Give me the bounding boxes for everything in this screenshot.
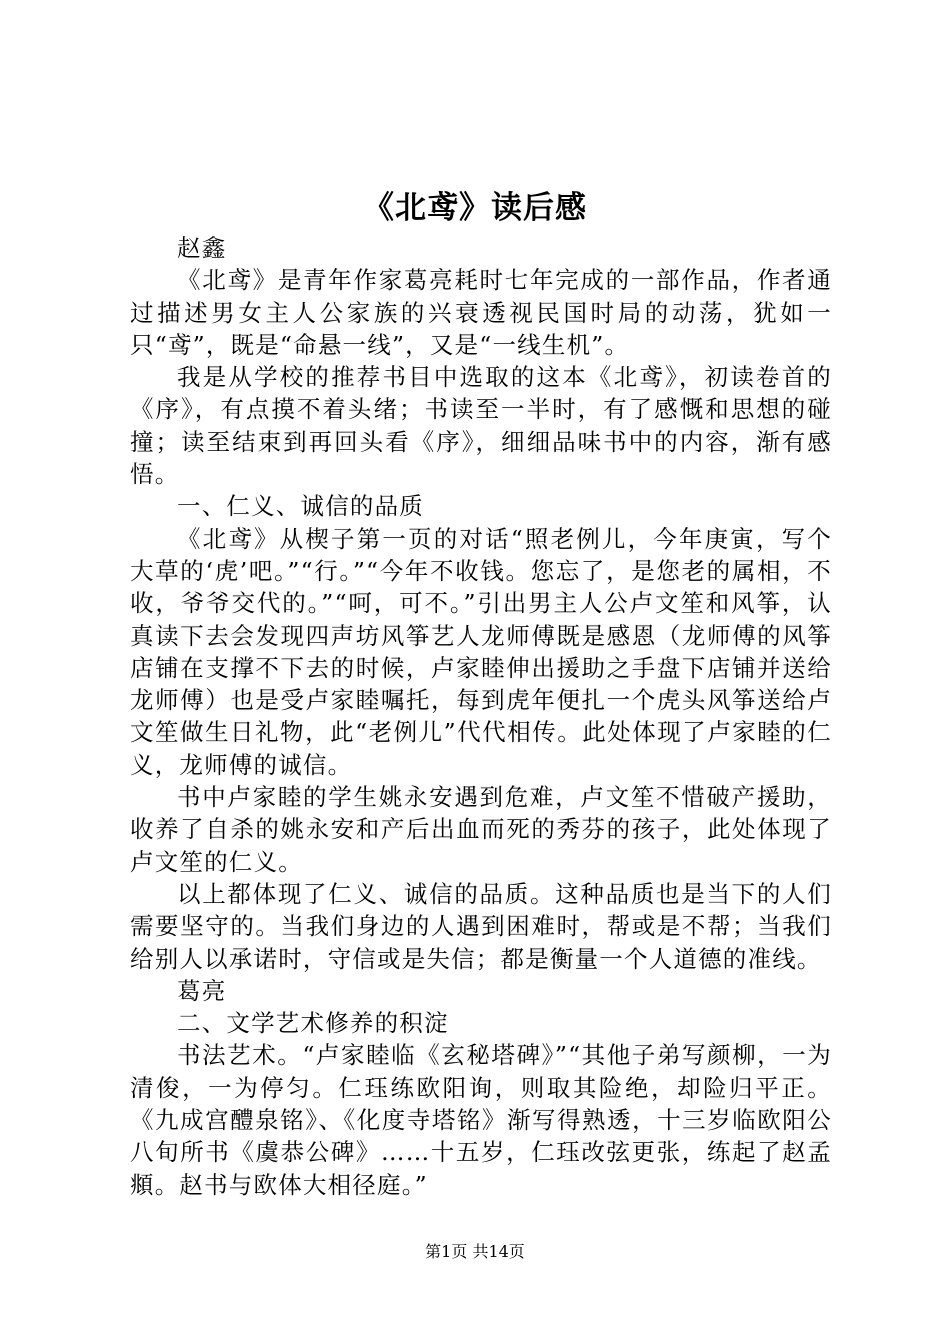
section-heading: 一、仁义、诚信的品质 <box>177 492 424 521</box>
paragraph: 我是从学校的推荐书目中选取的这本《北鸢》，初读卷首的《序》，有点摸不着头绪；书读至一半时，有了感慨和思想的碰撞；读至结束到再回头看《序》，细细品味书中的内容，渐有感悟。 <box>130 363 832 489</box>
page-number-footer: 第1页 共14页 <box>425 1242 525 1261</box>
author-mention: 葛亮 <box>177 976 227 1005</box>
author-name: 赵鑫 <box>177 234 227 262</box>
paragraph: 书法艺术。“卢家睦临《玄秘塔碑》”“其他子弟写颜柳，一为清俊，一为停匀。仁珏练欧阳询，则取其险绝，却险归平正。《九成宫醴泉铭》、《化度寺塔铭》渐写得熟透，十三岁临欧阳公八旬所书《虞恭公碑》……十五岁，仁珏改弦更张，练起了赵孟頫。赵书与欧体大相径庭。” <box>130 1041 832 1199</box>
paragraph: 《北鸢》从楔子第一页的对话“照老例儿，今年庚寅，写个大草的‘虎’吧。”“行。”“今年不收钱。您忘了，是您老的属相，不收，爷爷交代的。”“呵，可不。”引出男主人公卢文笙和风筝，认真读下去会发现四声坊风筝艺人龙师傅既是感恩（龙师傅的风筝店铺在支撑不下去的时候，卢家睦伸出援助之手盘下店铺并送给龙师傅）也是受卢家睦嘱托，每到虎年便扎一个虎头风筝送给卢文笙做生日礼物，此“老例儿”代代相传。此处体现了卢家睦的仁义，龙师傅的诚信。 <box>130 524 832 779</box>
document-body <box>130 232 832 1201</box>
paragraph: 《北鸢》是青年作家葛亮耗时七年完成的一部作品，作者通过描述男女主人公家族的兴衰透视民国时局的动荡，犹如一只“鸢”，既是“命悬一线”，又是“一线生机”。 <box>130 266 832 359</box>
document-title: 《北鸢》读后感 <box>363 190 587 226</box>
paragraph: 以上都体现了仁义、诚信的品质。这种品质也是当下的人们需要坚守的。当我们身边的人遇到困难时，帮或是不帮；当我们给别人以承诺时，守信或是失信；都是衡量一个人道德的准线。 <box>130 879 832 973</box>
paragraph: 书中卢家睦的学生姚永安遇到危难，卢文笙不惜破产援助，收养了自杀的姚永安和产后出血而死的秀芬的孩子，此处体现了卢文笙的仁义。 <box>130 783 832 876</box>
section-heading: 二、文学艺术修养的积淀 <box>177 1009 449 1038</box>
